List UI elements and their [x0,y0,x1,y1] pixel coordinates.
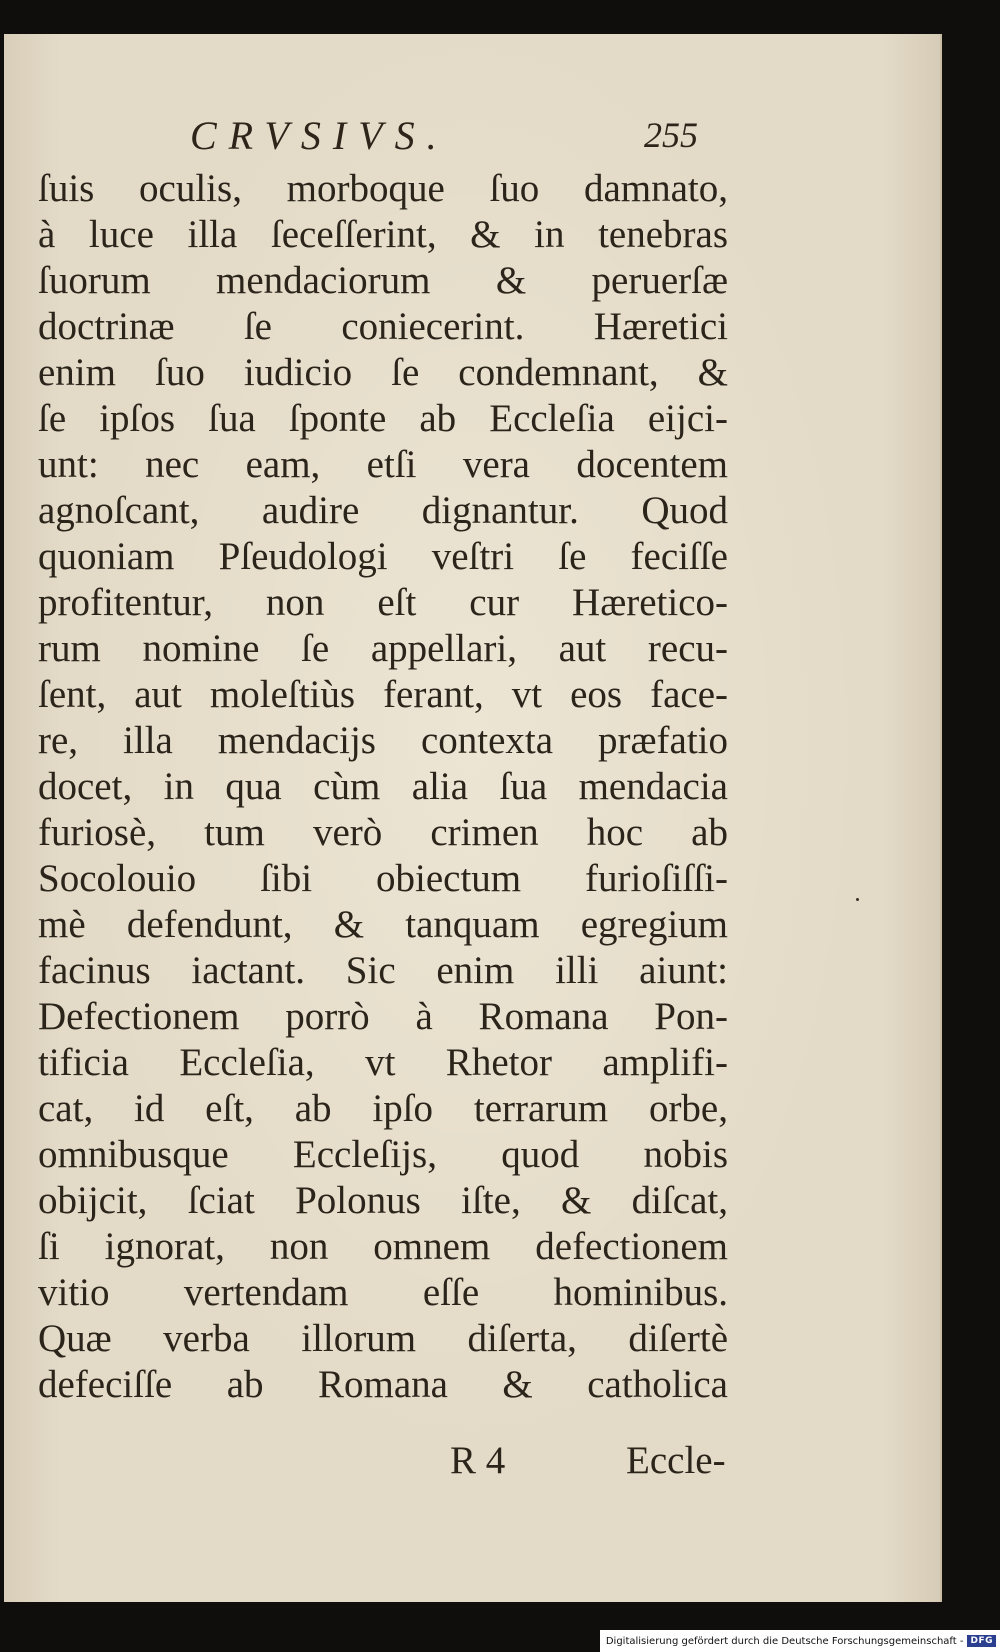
running-title: CRVSIVS. [190,113,449,158]
paper-speck [856,898,859,901]
text-line: enim ſuo iudicio ſe condemnant, & [38,351,728,394]
text-line: agnoſcant, audire dignantur. Quod [38,489,728,532]
text-line: unt: nec eam, etſi vera docentem [38,443,728,486]
text-line: doctrinæ ſe coniecerint. Hæretici [38,305,728,348]
text-line: obijcit, ſciat Polonus iſte, & diſcat, [38,1179,728,1222]
text-line: rum nomine ſe appellari, aut recu- [38,627,728,670]
text-line: docet, in qua cùm alia ſua mendacia [38,765,728,808]
text-line: Quæ verba illorum diſerta, diſertè [38,1317,728,1360]
digitization-credit [600,1630,1000,1652]
text-line: ſi ignorat, non omnem defectionem [38,1225,728,1268]
text-line: profitentur, non eſt cur Hæretico- [38,581,728,624]
text-line: ſe ipſos ſua ſponte ab Eccleſia eijci- [38,397,728,440]
text-line: tificia Eccleſia, vt Rhetor amplifi- [38,1041,728,1084]
text-line: furiosè, tum verò crimen hoc ab [38,811,728,854]
book-page [4,34,942,1602]
text-line: vitio vertendam eſſe hominibus. [38,1271,728,1314]
dfg-logo: DFG [967,1635,996,1647]
text-line: re, illa mendacijs contexta præfatio [38,719,728,762]
text-line: ſuis oculis, morboque ſuo damnato, [38,167,728,210]
text-line: cat, id eſt, ab ipſo terrarum orbe, [38,1087,728,1130]
text-line: mè defendunt, & tanquam egregium [38,903,728,946]
page-number: 255 [644,115,698,155]
text-line: ſent, aut moleſtiùs ferant, vt eos face- [38,673,728,716]
text-line: defeciſſe ab Romana & catholica [38,1363,728,1406]
running-head [4,112,940,162]
text-line: Socolouio ſibi obiectum furioſiſſi- [38,857,728,900]
credit-text: Digitalisierung gefördert durch die Deutsche Forschungsgemeinschaft - [605,1635,964,1647]
text-line: ſuorum mendaciorum & peruerſæ [38,259,728,302]
text-line: quoniam Pſeudologi veſtri ſe feciſſe [38,535,728,578]
text-line: Defectionem porrò à Romana Pon- [38,995,728,1038]
body-text [38,166,728,1408]
catchline [4,1438,940,1488]
text-line: à luce illa ſeceſſerint, & in tenebras [38,213,728,256]
text-line: omnibusque Eccleſijs, quod nobis [38,1133,728,1176]
signature-mark: R 4 [450,1439,506,1482]
catchword: Eccle- [626,1439,726,1482]
text-line: facinus iactant. Sic enim illi aiunt: [38,949,728,992]
